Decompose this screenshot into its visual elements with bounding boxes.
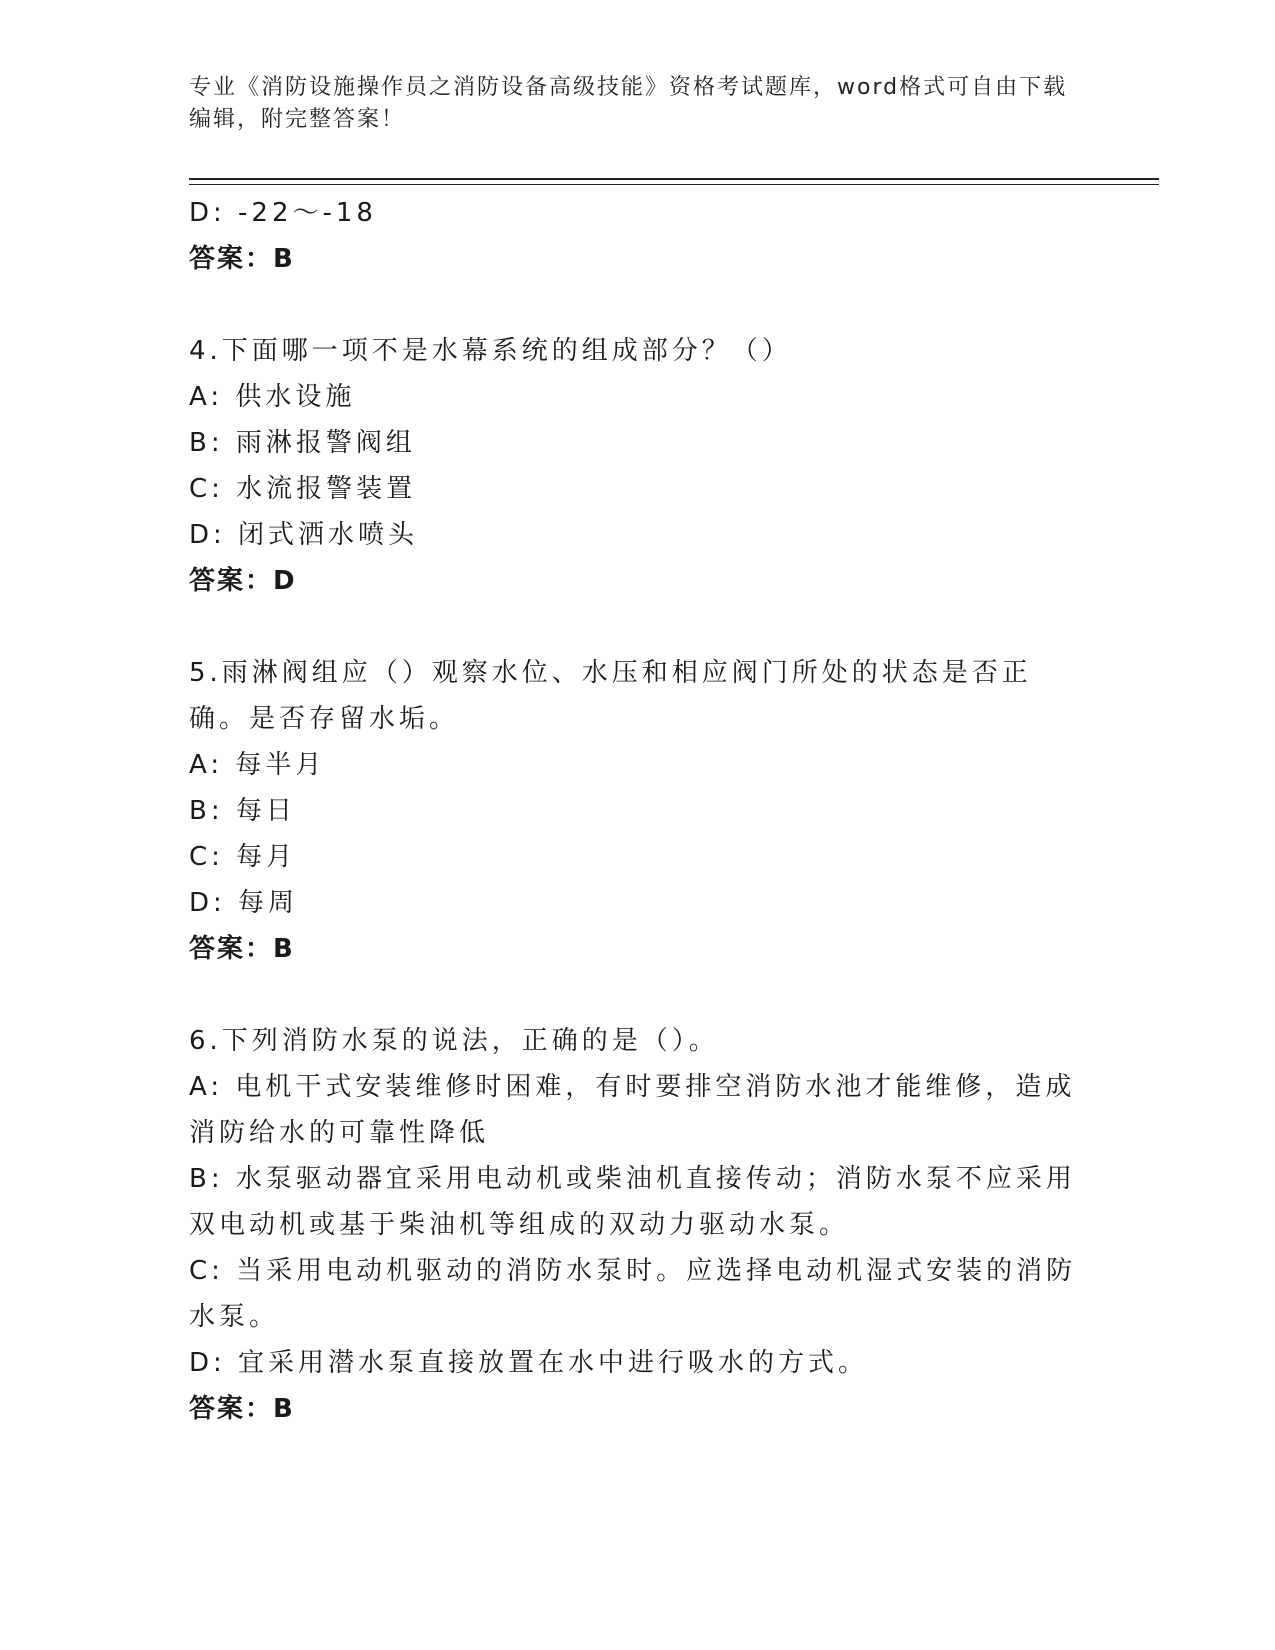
answer: 答案：B	[189, 934, 295, 964]
document-header	[189, 72, 1089, 136]
option-d: D: 闭式洒水喷头	[189, 520, 419, 550]
question-4	[189, 328, 1089, 604]
option-a: A: 每半月	[189, 750, 326, 780]
option-c: C: 每月	[189, 842, 297, 872]
prev-answer: 答案：B	[189, 244, 295, 274]
header-text: 专业《消防设施操作员之消防设备高级技能》资格考试题库，word格式可自由下载编辑，附完整答案！	[189, 75, 1068, 132]
question-6	[189, 1018, 1089, 1432]
option-b: B: 水泵驱动器宜采用电动机或柴油机直接传动；消防水泵不应采用双电动机或基于柴油机等组成的双动力驱动水泵。	[189, 1164, 1076, 1240]
question-stem: 5.雨淋阀组应（）观察水位、水压和相应阀门所处的状态是否正确。是否存留水垢。	[189, 658, 1032, 734]
answer: 答案：B	[189, 1394, 295, 1424]
question-stem: 4.下面哪一项不是水幕系统的组成部分？（）	[189, 336, 792, 366]
spacer	[189, 972, 1089, 1018]
prev-option-d: D: -22～-18	[189, 198, 377, 228]
option-d: D: 每周	[189, 888, 299, 918]
option-c: C: 当采用电动机驱动的消防水泵时。应选择电动机湿式安装的消防水泵。	[189, 1256, 1077, 1332]
question-stem: 6.下列消防水泵的说法，正确的是（）。	[189, 1026, 719, 1056]
option-b: B: 雨淋报警阀组	[189, 428, 416, 458]
option-a: A: 供水设施	[189, 382, 356, 412]
question-content	[189, 190, 1089, 1432]
spacer	[189, 604, 1089, 650]
spacer	[189, 282, 1089, 328]
header-rule-thin	[189, 184, 1159, 185]
option-d: D: 宜采用潜水泵直接放置在水中进行吸水的方式。	[189, 1348, 869, 1378]
answer: 答案：D	[189, 566, 297, 596]
option-c: C: 水流报警装置	[189, 474, 417, 504]
option-a: A: 电机干式安装维修时困难，有时要排空消防水池才能维修，造成消防给水的可靠性降低	[189, 1072, 1076, 1148]
question-5	[189, 650, 1089, 972]
option-b: B: 每日	[189, 796, 296, 826]
header-rule-thick	[189, 178, 1159, 180]
